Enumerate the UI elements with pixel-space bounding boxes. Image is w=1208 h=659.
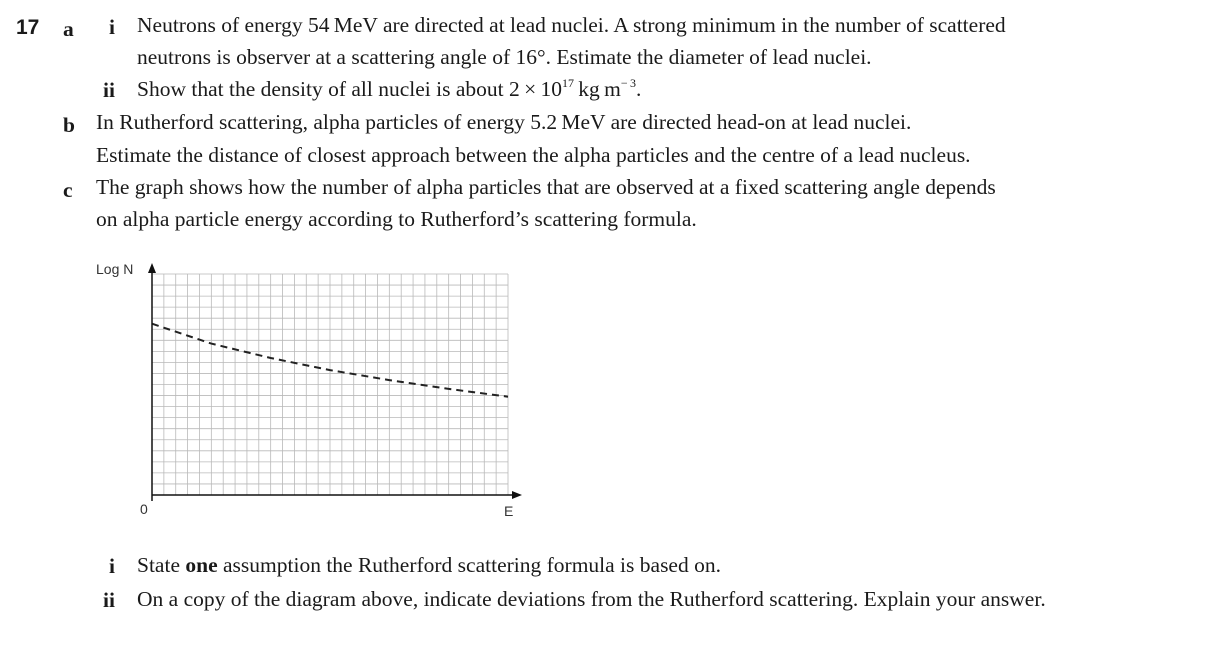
question-number: 17: [16, 16, 40, 39]
part-b-line1: In Rutherford scattering, alpha particles of energy 5.2 MeV are directed head-on at lead nuclei.: [96, 110, 912, 134]
y-axis-label: Log N: [96, 261, 134, 277]
part-a-i-line2: neutrons is observer at a scattering angle of 16°. Estimate the diameter of lead nuclei.: [137, 45, 872, 69]
part-c-ii-text: On a copy of the diagram above, indicate deviations from the Rutherford scattering. Explain your answer.: [137, 587, 1046, 611]
part-c-i-text: [137, 555, 721, 577]
x-axis-arrow: [512, 491, 522, 499]
part-a-ii-exponent-17: 17: [562, 76, 574, 90]
graph-grid: [152, 274, 508, 495]
part-b-line2: Estimate the distance of closest approach between the alpha particles and the centre of a lead nucleus.: [96, 143, 971, 167]
part-c-i-text-before: State: [137, 553, 186, 577]
part-a-ii-text-end: .: [636, 77, 642, 101]
part-c-line2: on alpha particle energy according to Rutherford’s scattering formula.: [96, 207, 697, 231]
part-c-line1: The graph shows how the number of alpha particles that are observed at a fixed scattering angle depends: [96, 175, 996, 199]
rutherford-graph: [90, 255, 530, 525]
part-c-label: c: [63, 178, 73, 202]
part-a-ii-text: [137, 76, 642, 101]
part-a-ii-unit: kg m: [574, 77, 621, 101]
x-axis-label: E: [504, 503, 514, 519]
part-c-i-text-after: assumption the Rutherford scattering formula is based on.: [217, 553, 721, 577]
origin-label: 0: [140, 501, 148, 517]
y-axis-arrow: [148, 263, 156, 273]
part-a-ii-text-before: Show that the density of all nuclei is about 2 × 10: [137, 77, 562, 101]
part-c-ii-label: ii: [103, 588, 115, 612]
part-a-i-label: i: [109, 15, 115, 39]
part-a-ii-label: ii: [103, 78, 115, 102]
part-a-ii-exponent-minus-3: − 3: [620, 76, 637, 90]
part-a-label: a: [63, 17, 74, 41]
part-a-i-line1: Neutrons of energy 54 MeV are directed at lead nuclei. A strong minimum in the number of scattered: [137, 13, 1006, 37]
part-c-i-label: i: [109, 554, 115, 578]
part-b-label: b: [63, 113, 75, 137]
part-c-i-emphasis: one: [185, 553, 218, 577]
